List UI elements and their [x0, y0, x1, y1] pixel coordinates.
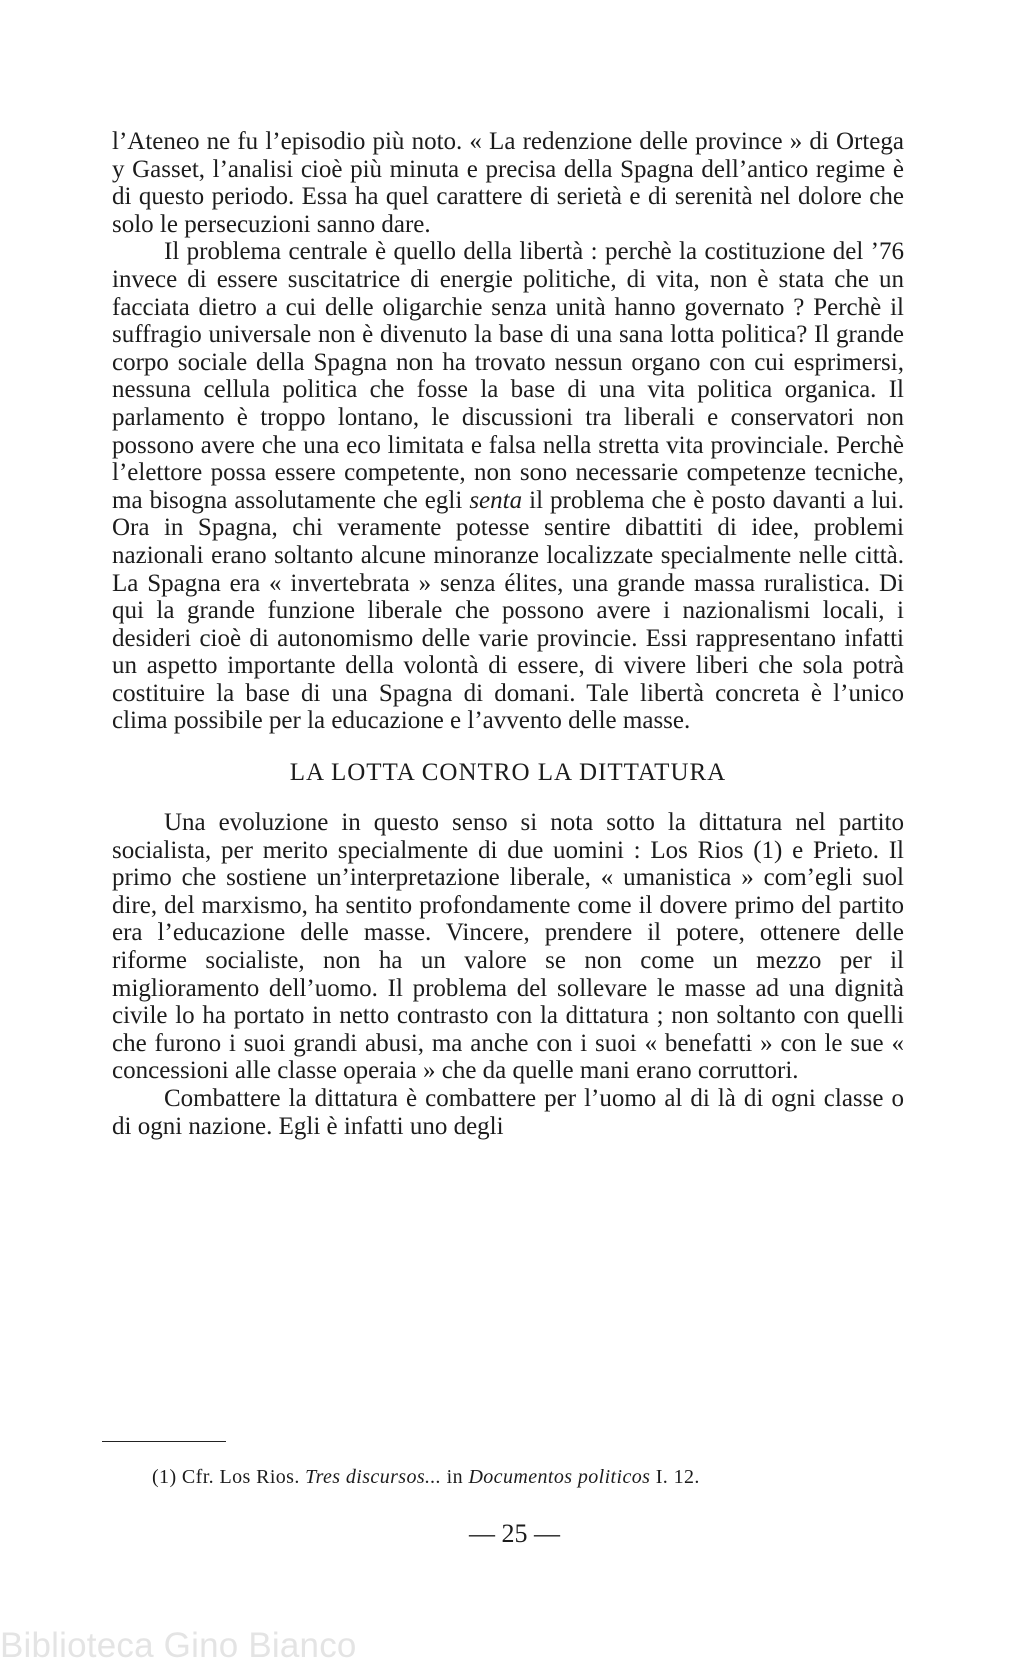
paragraph-2-text-b: il problema che è posto davanti a lui. Ora in Spagna, chi veramente potesse sentire dibattiti di idee, problemi nazionali erano soltanto alcune minoranze localizzate specialmente nelle città. La Spagna era « invertebrata » senza élites, una grande massa ruralistica. Di qui la grande funzione liberale che possono avere i nazionalismi locali, i desideri cioè di autonomismo delle varie provincie. Essi rappresentano infatti un aspetto importante della volontà di essere, di vivere liberi che sola potrà costituire la base di una Spagna di domani. Tale libertà concreta è l’unico clima possibile per la educazione e l’avvento delle masse.	[112, 486, 904, 735]
footnote-divider	[102, 1441, 226, 1442]
paragraph-3: Una evoluzione in questo senso si nota sotto la dittatura nel partito socialista, per merito specialmente di due uomini : Los Rios (1) e Prieto. Il primo che sostiene un’interpretazione liberale, « umanistica » com’egli suol dire, del marxismo, ha sentito profondamente come il dovere primo del partito era l’educazione delle masse. Vincere, prendere il potere, ottenere delle riforme socialiste, non ha un valore se non come un mezzo per il miglioramento dell’uomo. Il problema del sollevare le masse ad una dignità civile lo ha portato in netto contrasto con la dittatura ; non soltanto con quelli che furono i suoi grandi abusi, ma anche con i suoi « benefatti » con le sue « concessioni alle classe operaia » che da quelle mani erano corruttori.	[112, 809, 904, 1085]
paragraph-2-text-a: Il problema centrale è quello della libertà : perchè la costituzione del ’76 invece di essere suscitatrice di energie politiche, di vita, non è stata che un facciata dietro a cui delle oligarchie senza unità hanno governato ? Perchè il suffragio universale non è divenuto la base di una sana lotta politica? Il grande corpo sociale della Spagna non ha trovato nessun organo con cui esprimersi, nessuna cellula politica che fosse la base di una vita politica organica. Il parlamento è troppo lontano, le discussioni tra liberali e conservatori non possono avere che una eco limitata e falsa nella stretta vita provinciale. Perchè l’elettore possa essere competente, non sono necessarie competenze tecniche, ma bisogna assolutamente che egli	[112, 238, 904, 514]
footnote-title-1: Tres discursos...	[305, 1466, 442, 1488]
section-title: LA LOTTA CONTRO LA DITTATURA	[289, 759, 727, 787]
footnote	[152, 1464, 904, 1490]
library-watermark: Biblioteca Gino Bianco	[0, 1626, 357, 1665]
footnote-middle: in	[441, 1466, 469, 1488]
paragraph-4: Combattere la dittatura è combattere per l’uomo al di là di ogni classe o di ogni nazione. Egli è infatti uno degli	[112, 1085, 904, 1140]
paragraph-2-italic: senta	[469, 486, 523, 514]
footnote-suffix: I. 12.	[650, 1466, 700, 1488]
footnote-prefix: (1) Cfr. Los Rios.	[152, 1466, 306, 1488]
paragraph-1: l’Ateneo ne fu l’episodio più noto. « La redenzione delle province » di Ortega y Gasset, l’analisi cioè più minuta e precisa della Spagna dell’antico regime è di questo periodo. Essa ha quel carattere di serietà e di serenità nel dolore che solo le persecuzioni sanno dare.	[112, 128, 904, 238]
paragraph-2	[112, 238, 904, 735]
page-number: — 25 —	[469, 1519, 560, 1548]
footnote-title-2: Documentos politicos	[468, 1466, 651, 1488]
page-body	[112, 128, 904, 1140]
